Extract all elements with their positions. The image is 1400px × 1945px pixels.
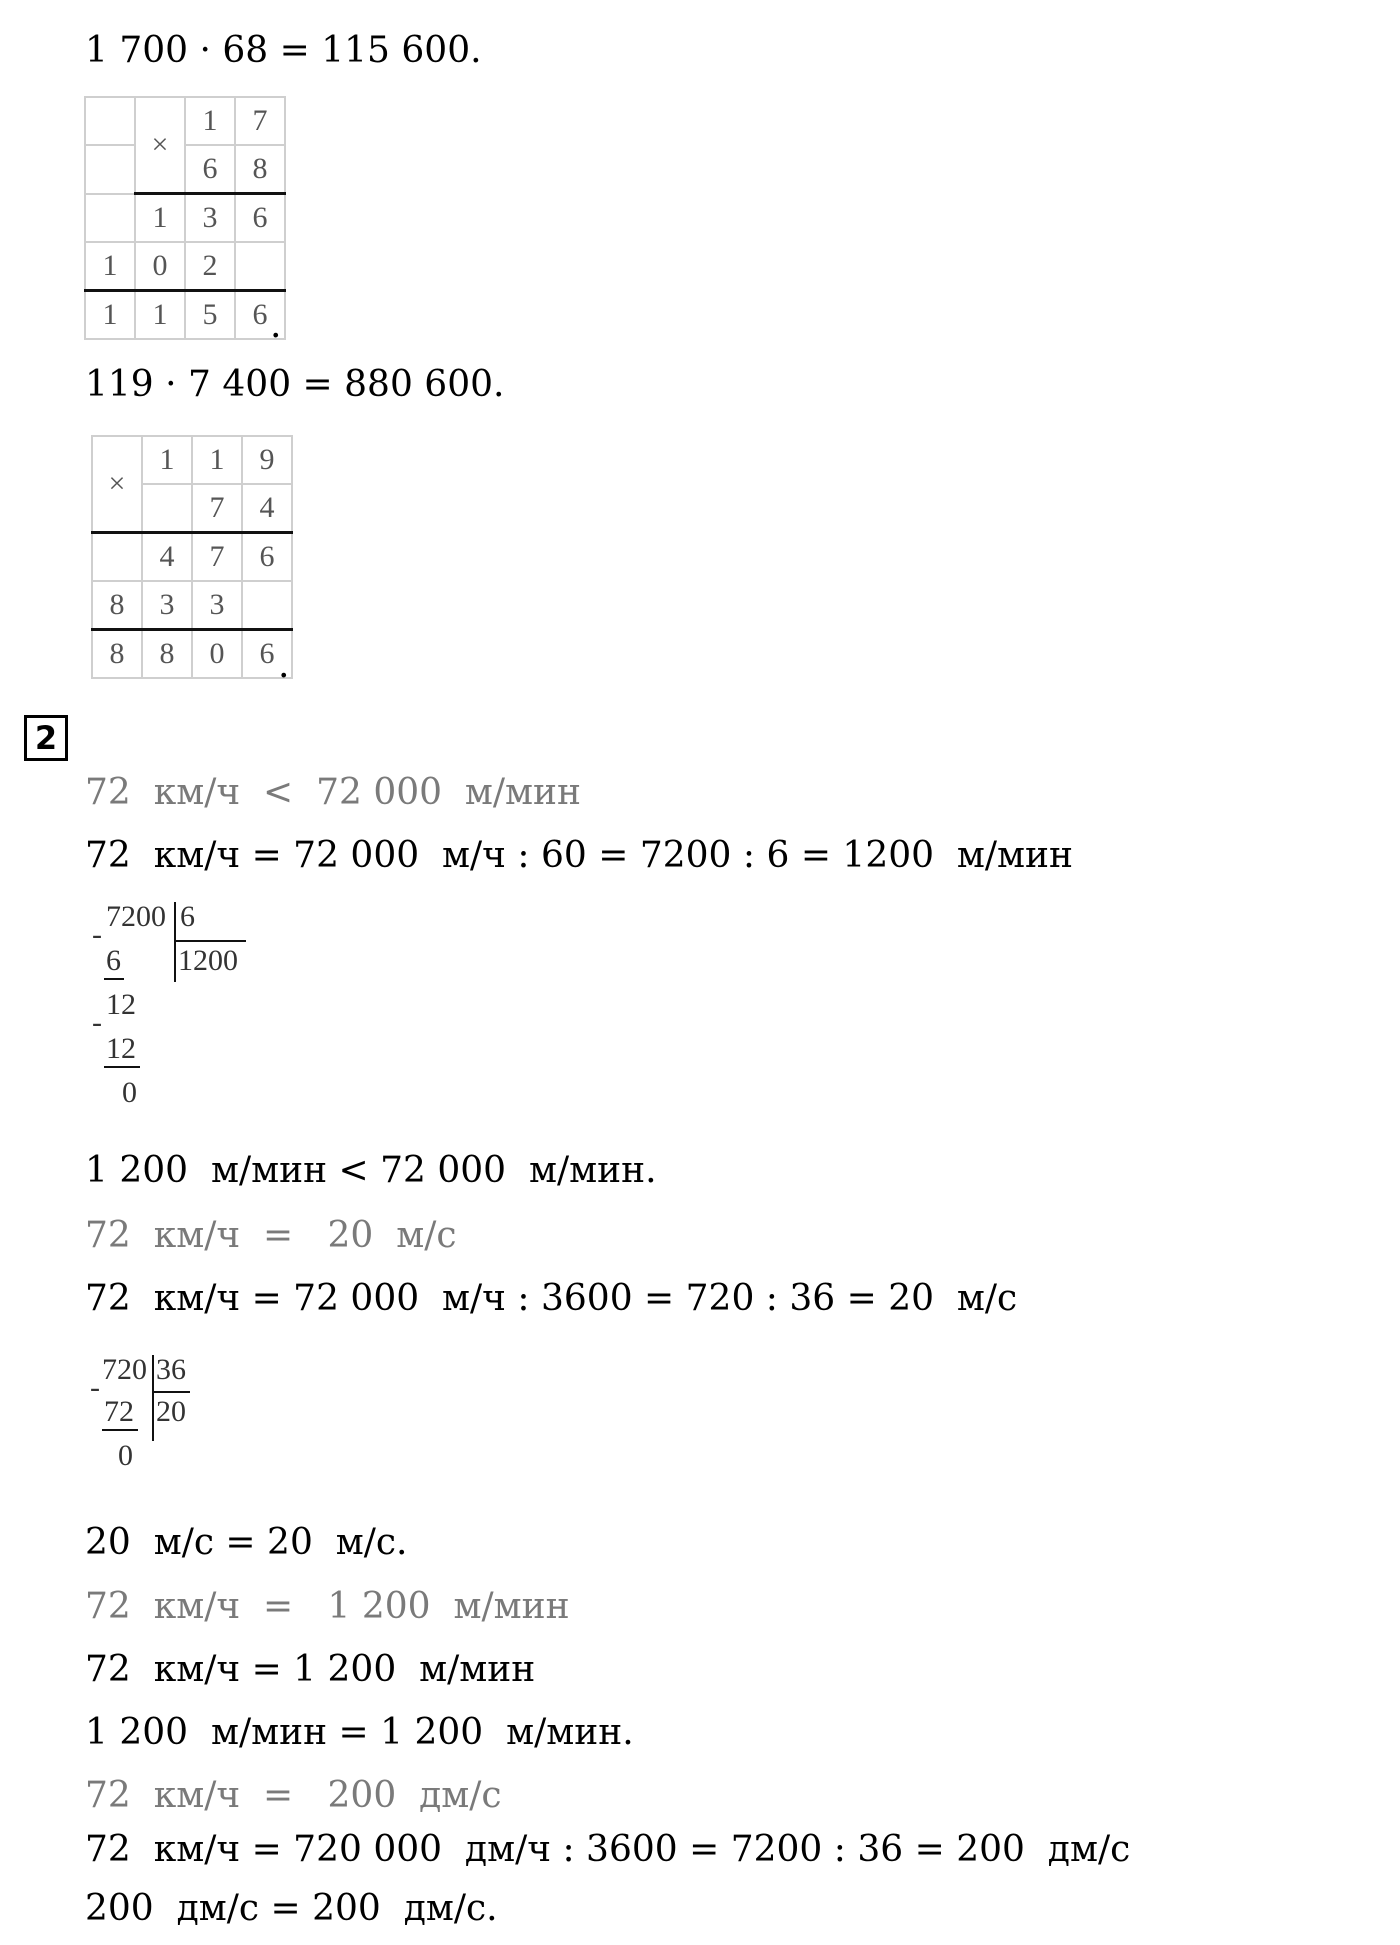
grid-cell: 3	[185, 194, 235, 243]
minus-sign: -	[90, 1371, 100, 1404]
grid-cell: 7	[235, 97, 285, 145]
grid-cell: 8	[142, 630, 192, 679]
grid-end-dot: .	[278, 645, 290, 686]
minus-sign: -	[92, 1006, 102, 1039]
grid-cell: 6	[185, 145, 235, 194]
grid-cell: 4	[242, 484, 292, 533]
multiply-sign: ×	[135, 97, 185, 194]
division-vertical-bar	[152, 1355, 154, 1441]
equation-1700x68: 1 700 · 68 = 115 600.	[85, 30, 482, 71]
task-statement-line: 72 км/ч < 72 000 м/мин	[85, 772, 582, 813]
division-quotient-bar	[152, 1391, 190, 1393]
grid-cell: 1	[192, 436, 242, 484]
division-step: 6	[106, 944, 121, 977]
division-dividend: 7200	[106, 900, 166, 933]
solution-line: 72 км/ч = 72 000 м/ч : 3600 = 720 : 36 = 20 м/с	[85, 1278, 1018, 1319]
grid-cell: 6	[242, 630, 292, 679]
grid-cell: 6	[242, 533, 292, 582]
grid-cell: 4	[142, 533, 192, 582]
grid-cell: 1	[142, 436, 192, 484]
grid-cell: 3	[192, 581, 242, 630]
grid-cell: 0	[192, 630, 242, 679]
grid-end-dot: .	[270, 305, 282, 346]
grid-cell	[92, 533, 142, 582]
division-remainder: 0	[122, 1076, 137, 1109]
division-divisor: 6	[180, 900, 195, 933]
grid-cell: 1	[85, 291, 135, 340]
solution-line: 72 км/ч = 1 200 м/мин	[85, 1649, 536, 1690]
division-step-line	[104, 1066, 140, 1068]
grid-cell	[142, 484, 192, 533]
grid-cell: 8	[235, 145, 285, 194]
division-divisor: 36	[156, 1353, 186, 1386]
division-quotient-bar	[174, 940, 246, 942]
grid-cell: 1	[185, 97, 235, 145]
equation-119x7400: 119 · 7 400 = 880 600.	[85, 364, 505, 405]
task-statement-line: 72 км/ч = 1 200 м/мин	[85, 1586, 570, 1627]
grid-cell: 5	[185, 291, 235, 340]
grid-cell: 1	[135, 194, 185, 243]
multiplication-grid-119x74	[91, 435, 293, 679]
division-quotient: 20	[156, 1395, 186, 1428]
minus-sign: -	[92, 918, 102, 951]
multiply-sign: ×	[92, 436, 142, 533]
division-vertical-bar	[174, 902, 176, 982]
grid-cell	[242, 581, 292, 630]
solution-line: 72 км/ч = 720 000 дм/ч : 3600 = 7200 : 36 = 200 дм/с	[85, 1829, 1131, 1870]
division-step-line	[104, 978, 124, 980]
grid-cell: 1	[135, 291, 185, 340]
comparison-result: 1 200 м/мин < 72 000 м/мин.	[85, 1150, 657, 1191]
task-statement-line: 72 км/ч = 200 дм/с	[85, 1775, 502, 1816]
grid-cell	[85, 97, 135, 145]
division-step: 72	[104, 1395, 134, 1428]
grid-cell: 8	[92, 581, 142, 630]
grid-cell: 9	[242, 436, 292, 484]
solution-line: 72 км/ч = 72 000 м/ч : 60 = 7200 : 6 = 1200 м/мин	[85, 835, 1074, 876]
grid-cell: 7	[192, 484, 242, 533]
grid-cell: 6	[235, 291, 285, 340]
comparison-result: 1 200 м/мин = 1 200 м/мин.	[85, 1712, 634, 1753]
division-step: 12	[106, 988, 136, 1021]
division-dividend: 720	[102, 1353, 147, 1386]
grid-cell: 6	[235, 194, 285, 243]
grid-cell	[85, 145, 135, 194]
division-step: 12	[106, 1032, 136, 1065]
task-statement-line: 72 км/ч = 20 м/с	[85, 1215, 457, 1256]
comparison-result: 200 дм/с = 200 дм/с.	[85, 1888, 498, 1929]
grid-cell: 8	[92, 630, 142, 679]
multiplication-grid-17x68	[84, 96, 286, 340]
grid-cell: 3	[142, 581, 192, 630]
comparison-result: 20 м/с = 20 м/с.	[85, 1522, 408, 1563]
grid-cell: 0	[135, 242, 185, 291]
division-quotient: 1200	[178, 944, 238, 977]
task-number-box: 2	[24, 715, 68, 761]
grid-cell: 7	[192, 533, 242, 582]
grid-cell	[235, 242, 285, 291]
grid-cell	[85, 194, 135, 243]
grid-cell: 1	[85, 242, 135, 291]
grid-cell: 2	[185, 242, 235, 291]
division-remainder: 0	[118, 1439, 133, 1472]
division-step-line	[102, 1429, 138, 1431]
